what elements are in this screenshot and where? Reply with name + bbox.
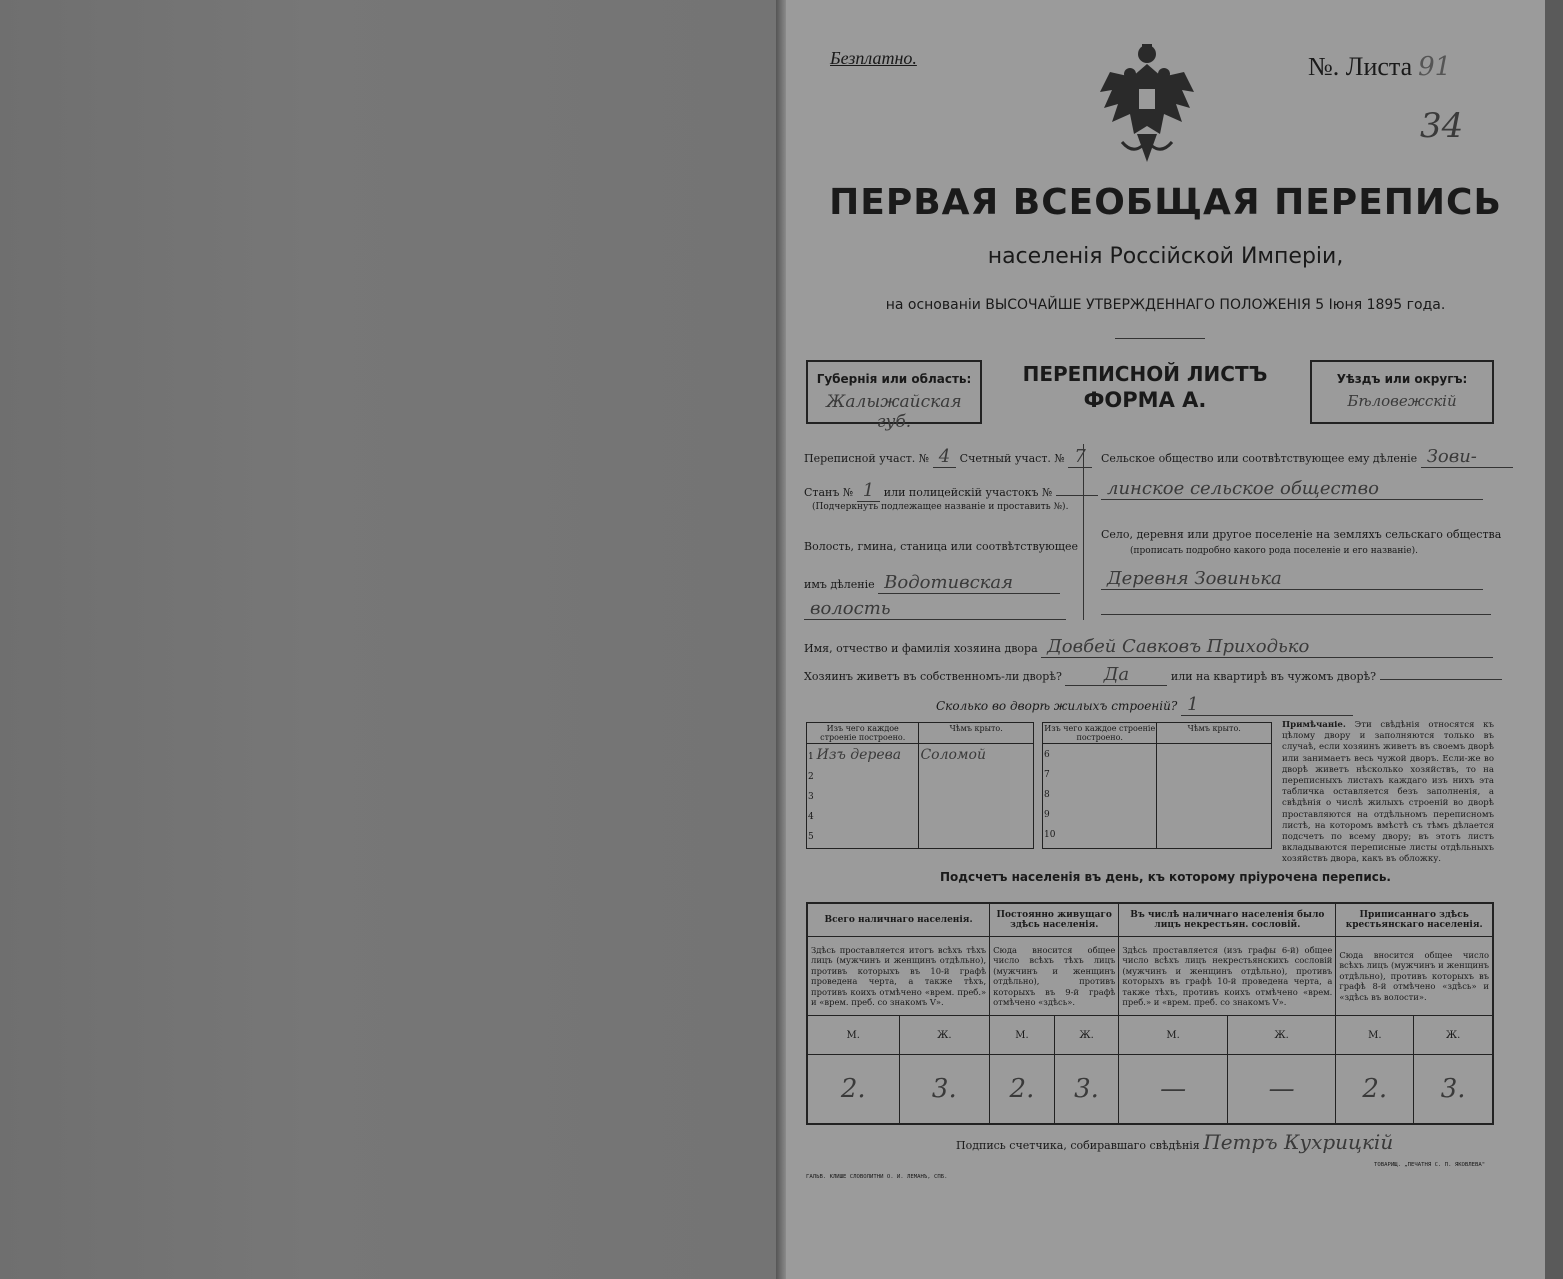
row-8: 8 (1044, 790, 1050, 800)
owner-name-line (804, 636, 1493, 658)
volost-line-2 (804, 598, 1066, 620)
village-label: Село, деревня или другое поселеніе на земляхъ сельскаго общества (1101, 528, 1502, 541)
note-title: Примѣчаніе. (1282, 720, 1346, 730)
handwritten-page-number: 34 (1420, 106, 1464, 146)
volost-value: Водотивская (878, 572, 1060, 594)
signature-value: Петръ Кухрицкій (1203, 1130, 1394, 1154)
row-7: 7 (1044, 770, 1050, 780)
summary-title: Подсчетъ населенія въ день, къ которому пріурочена перепись. (940, 870, 1391, 884)
col4-male-value: 2. (1336, 1055, 1414, 1125)
sheet-number (1308, 52, 1451, 82)
district-box (1310, 360, 1494, 424)
book-fold (776, 0, 786, 1279)
stan-label: Станъ № (804, 486, 854, 499)
rented-label: или на квартирѣ въ чужомъ дворѣ? (1170, 670, 1377, 683)
buildings-value: 1 (1181, 694, 1353, 716)
page-edge (1545, 0, 1563, 1279)
police-area-label: или полицейскій участокъ № (883, 486, 1053, 499)
col2-female-head: Ж. (1054, 1016, 1119, 1055)
volost-line (804, 572, 1060, 594)
roof-header-2: Чѣмъ крыто. (1157, 723, 1272, 744)
column-divider (1083, 444, 1084, 620)
society-value: Зови- (1421, 446, 1513, 468)
buildings-line (936, 694, 1353, 716)
row1-roof: Соломой (920, 747, 986, 763)
col2-male-head: М. (990, 1016, 1055, 1055)
owner-name-value: Довбей Савковъ Приходько (1041, 636, 1493, 658)
form-legal-basis: на основаніи ВЫСОЧАЙШЕ УТВЕРЖДЕННАГО ПОЛОЖЕНІЯ 5 Іюня 1895 года. (885, 297, 1446, 313)
row-5: 5 (808, 832, 814, 842)
buildings-table (806, 722, 1272, 849)
form-subtitle: населенія Россійской Имперіи, (987, 244, 1344, 269)
col1-female-head: Ж. (899, 1016, 990, 1055)
own-yard-value: Да (1065, 664, 1167, 686)
row1-material: Изъ дерева (816, 747, 902, 763)
roof-left (919, 744, 1033, 849)
village-value: Деревня Зовинька (1101, 568, 1483, 590)
sheet-number-label: №. Листа (1308, 52, 1413, 81)
province-value: Жалыжайская губ. (826, 392, 962, 432)
col2-head: Постоянно живущаго здѣсь населенія. (990, 903, 1119, 937)
census-area-line (804, 446, 1092, 467)
row-4: 4 (808, 812, 814, 822)
society-label: Сельское общество или соотвѣтствующее ему дѣленіе (1101, 452, 1418, 465)
summary-table (806, 902, 1494, 1125)
own-yard-label: Хозяинъ живетъ въ собственномъ-ли дворѣ? (804, 670, 1062, 683)
ornament-divider (1115, 338, 1205, 339)
stan-line (804, 480, 1098, 501)
count-area-label: Счетный участ. № (959, 452, 1065, 465)
col3-female-value: — (1227, 1055, 1336, 1125)
district-label: Уѣздъ или округъ: (1336, 372, 1468, 386)
col3-male-value: — (1119, 1055, 1227, 1125)
col1-male-head: М. (807, 1016, 899, 1055)
village-line (1101, 568, 1483, 590)
col3-male-head: М. (1119, 1016, 1227, 1055)
material-header: Изъ чего каждое строеніе построено. (807, 723, 919, 744)
col3-female-head: Ж. (1227, 1016, 1336, 1055)
sheet-number-value: 91 (1418, 52, 1452, 82)
free-label: Безплатно. (830, 48, 917, 68)
roof-header: Чѣмъ крыто. (919, 723, 1033, 744)
underline-note: (Подчеркнуть подлежащее названіе и проставить №). (812, 502, 1069, 512)
sheet-title-block (986, 362, 1304, 412)
volost-label-2: имъ дѣленіе (804, 578, 875, 591)
col1-desc: Здѣсь проставляется итогъ всѣхъ тѣхъ лицъ (мужчинъ и женщинъ отдѣльно), противъ которыхъ въ 10-й графѣ проведена черта, а также тѣхъ, противъ коихъ отмѣчено «врем. преб.» и «врем. преб. со знакомъ V». (807, 937, 990, 1016)
row-10: 10 (1044, 830, 1056, 840)
village-line-2 (1101, 614, 1491, 615)
count-area-value: 7 (1068, 446, 1091, 468)
society-value-2: линское сельское общество (1101, 478, 1483, 500)
form-title: ПЕРВАЯ ВСЕОБЩАЯ ПЕРЕПИСЬ (829, 182, 1502, 223)
stan-value: 1 (857, 480, 880, 502)
province-box (806, 360, 982, 432)
col2-female-value: 3. (1054, 1055, 1119, 1125)
imperial-eagle-emblem (1092, 42, 1202, 167)
society-line-2 (1101, 478, 1483, 500)
note-block (1282, 720, 1494, 866)
row-3: 3 (808, 792, 814, 802)
col4-male-head: М. (1336, 1016, 1414, 1055)
printer-credit-right: ТОВАРИЩ. „ПЕЧАТНЯ С. П. ЯКОВЛЕВА" (1374, 1162, 1486, 1168)
rows-right (1043, 744, 1157, 849)
rented-blank (1380, 679, 1502, 680)
village-note: (прописать подробно какого рода поселеніе и его названіе). (1130, 546, 1418, 556)
printer-credit-left: ГАЛЬВ. КЛИШЕ СЛОВОЛИТНИ О. И. ЛЕМАНЪ, СПБ. (806, 1174, 948, 1180)
district-value: Бѣловежскій (1347, 392, 1457, 410)
row-1: 1 Изъ дерева (808, 747, 902, 763)
row-6: 6 (1044, 750, 1050, 760)
col2-desc: Сюда вносится общее число всѣхъ тѣхъ лицъ (мужчинъ и женщинъ отдѣльно), противъ которыхъ въ 9-й графѣ отмѣчено «здѣсь». (990, 937, 1119, 1016)
signature-label: Подпись счетчика, собиравшаго свѣдѣнія (956, 1139, 1200, 1152)
sheet-title: ПЕРЕПИСНОЙ ЛИСТЪ (1022, 362, 1268, 386)
volost-label: Волость, гмина, станица или соотвѣтствующее (804, 540, 1078, 553)
owner-name-label: Имя, отчество и фамилія хозяина двора (804, 642, 1038, 655)
col3-head: Въ числѣ наличнаго населенія было лицъ некрестьян. сословій. (1119, 903, 1336, 937)
buildings-label: Сколько во дворѣ жилыхъ строеній? (936, 699, 1178, 713)
roof-right (1157, 744, 1272, 849)
police-area-blank (1056, 495, 1098, 496)
own-yard-line (804, 664, 1502, 686)
society-line (1101, 446, 1513, 468)
material-header-2: Изъ чего каждое строеніе построено. (1044, 724, 1156, 742)
left-blank-page (0, 0, 778, 1279)
rows-left (807, 744, 919, 849)
col1-head: Всего наличнаго населенія. (807, 903, 990, 937)
row-2: 2 (808, 772, 814, 782)
col4-desc: Сюда вносится общее число всѣхъ лицъ (мужчинъ и женщинъ отдѣльно), противъ которыхъ въ графѣ 8-й отмѣчено «здѣсь» и «здѣсь въ волости». (1336, 937, 1493, 1016)
enumerator-signature-line (956, 1130, 1393, 1154)
row-9: 9 (1044, 810, 1050, 820)
volost-value-2: волость (804, 598, 1066, 620)
form-type: ФОРМА А. (1083, 388, 1207, 412)
col4-female-head: Ж. (1414, 1016, 1493, 1055)
col3-desc: Здѣсь проставляется (изъ графы 6-й) общее число всѣхъ лицъ некрестьянскихъ сословій (мужчинъ и женщинъ отдѣльно), противъ которыхъ въ графѣ 10-й проведена черта, а также тѣхъ, противъ коихъ отмѣчено «врем. преб.» и «врем. преб. со знакомъ V». (1119, 937, 1336, 1016)
col4-female-value: 3. (1414, 1055, 1493, 1125)
col2-male-value: 2. (990, 1055, 1055, 1125)
col4-head: Приписаннаго здѣсь крестьянскаго населенія. (1336, 903, 1493, 937)
col1-male-value: 2. (807, 1055, 899, 1125)
province-label: Губернія или область: (816, 372, 972, 386)
col1-female-value: 3. (899, 1055, 990, 1125)
census-area-value: 4 (933, 446, 956, 468)
census-area-label: Переписной участ. № (804, 452, 930, 465)
note-text: Эти свѣдѣнія относятся къ цѣлому двору и заполняются только въ случаѣ, если хозяинъ живетъ въ своемъ дворѣ или занимаетъ весь чужой дворъ. Если-же во дворѣ живетъ нѣсколько хозяйствъ, то на переписныхъ листахъ каждаго изъ нихъ эта табличка оставляется безъ заполненія, а свѣдѣнія о числѣ жилыхъ строеній во дворѣ проставляются на отдѣльномъ переписномъ листѣ, на которомъ вмѣстѣ съ тѣмъ дѣлается подсчетъ по всему двору; въ этотъ листъ вкладываются переписные листы отдѣльныхъ хозяйствъ двора, какъ въ обложку. (1282, 720, 1495, 865)
